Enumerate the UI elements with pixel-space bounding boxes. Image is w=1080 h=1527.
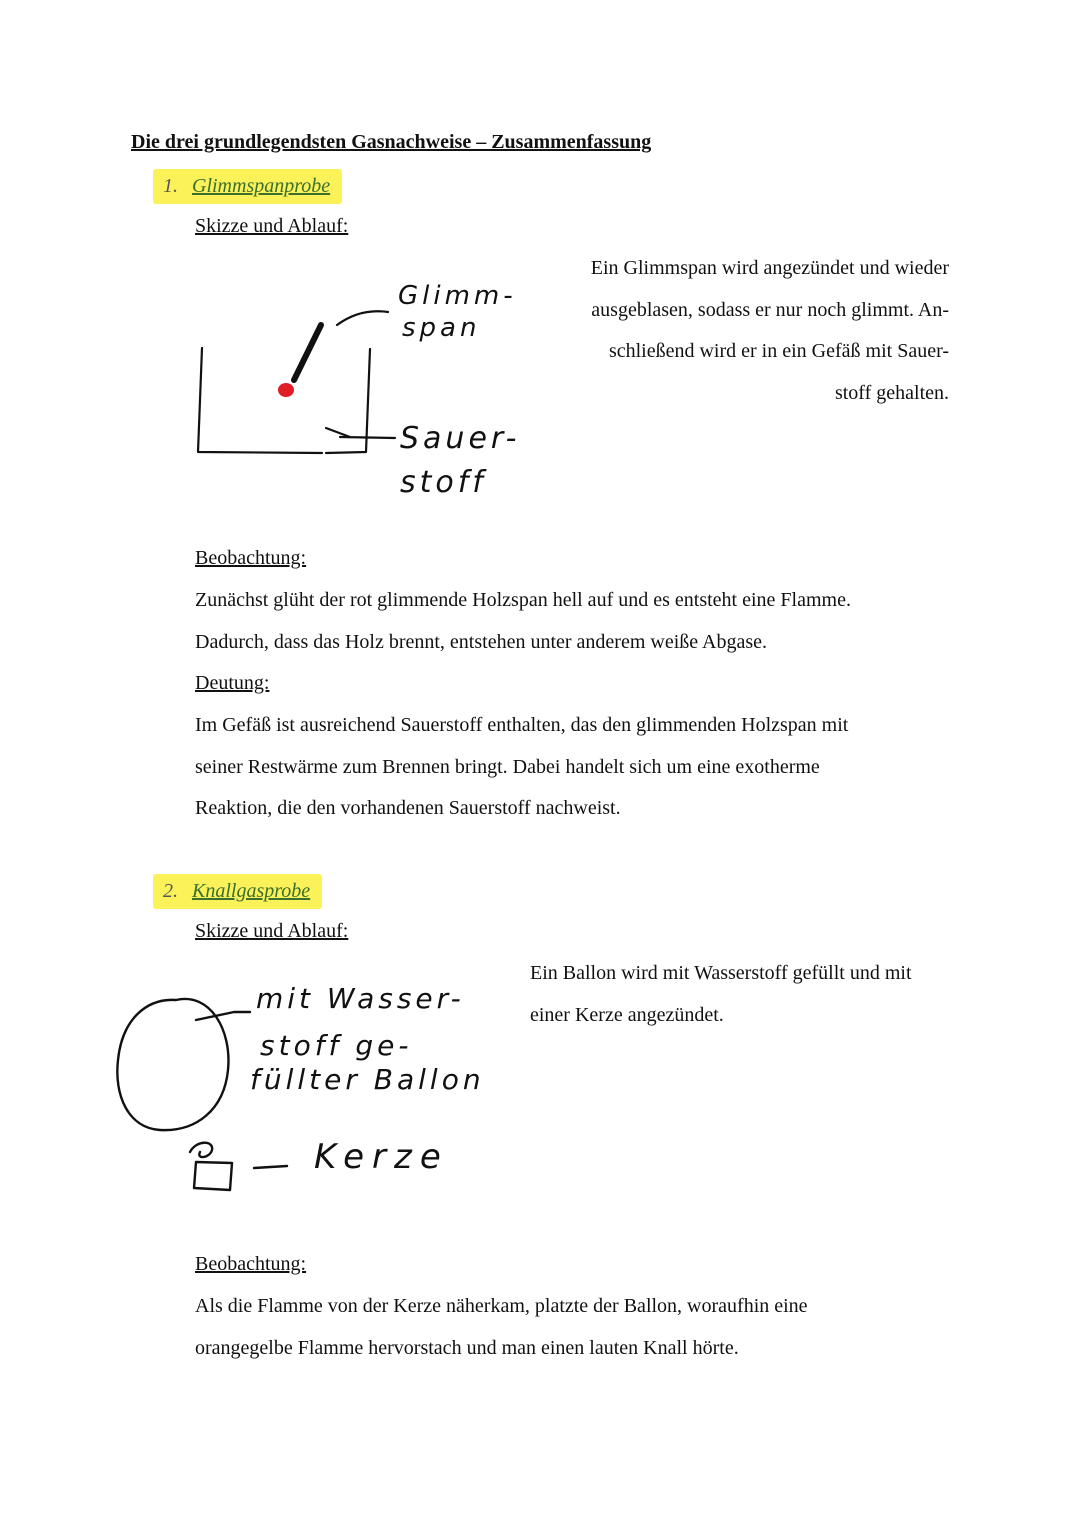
sketch-label-kerze: Kerze [314,1137,449,1177]
page-title: Die drei grundlegendsten Gasnachweise – Zusammenfassung [131,131,652,153]
balloon-label-line [196,1012,250,1020]
observation-heading: Beobachtung: [195,1253,307,1275]
candle-body [194,1162,232,1190]
interpretation-line: Reaktion, die den vorhandenen Sauerstoff nachweist. [195,797,621,819]
section-number: 2. [163,880,178,902]
sketch-label-balloon-2: stoff ge- [260,1029,413,1062]
candle-flame [190,1143,212,1157]
procedure-line: ausgeblasen, sodass er nur noch glimmt. An- [591,298,949,321]
observation-line: orangegelbe Flamme hervorstach und man einen lauten Knall hörte. [195,1336,739,1359]
sketch-heading: Skizze und Ablauf: [195,920,349,942]
sketch-label-glimmspan-1: Glimm- [398,281,517,311]
procedure-line: einer Kerze angezündet. [530,1003,724,1026]
observation-text [195,1286,955,1369]
section-number: 1. [163,175,178,197]
candle-label-line [254,1166,287,1168]
sketch-label-sauerstoff-2: stoff [400,465,487,500]
interpretation-line: seiner Restwärme zum Brennen bringt. Dabei handelt sich um eine exotherme [195,755,820,778]
sketch-label-balloon-3: füllter Ballon [250,1063,485,1096]
sketch-label-sauerstoff-1: Sauer- [400,421,521,456]
procedure-line: Ein Ballon wird mit Wasserstoff gefüllt und mit [530,962,912,984]
procedure-line: stoff gehalten. [834,381,949,404]
observation-line: Als die Flamme von der Kerze näherkam, platzte der Ballon, woraufhin eine [195,1295,808,1317]
balloon-outline [117,999,228,1130]
sketch-heading: Skizze und Ablauf: [195,215,349,237]
observation-line: Zunächst glüht der rot glimmende Holzspan hell auf und es entsteht eine Flamme. [195,589,851,611]
interpretation-line: Im Gefäß ist ausreichend Sauerstoff enthalten, das den glimmenden Holzspan mit [195,714,849,736]
observation-heading: Beobachtung: [195,547,307,569]
interpretation-heading: Deutung: [195,672,270,694]
observation-line: Dadurch, dass das Holz brennt, entstehen unter anderem weiße Abgase. [195,630,768,653]
sketch-label-glimmspan-2: span [402,313,481,343]
procedure-line: schließend wird er in ein Gefäß mit Sauer- [608,340,949,362]
sketch-label-balloon-1: mit Wasser- [256,982,465,1015]
procedure-line: Ein Glimmspan wird angezündet und wieder [590,257,949,279]
section-name: Glimmspanprobe [192,175,331,197]
section-name: Knallgasprobe [192,880,311,902]
